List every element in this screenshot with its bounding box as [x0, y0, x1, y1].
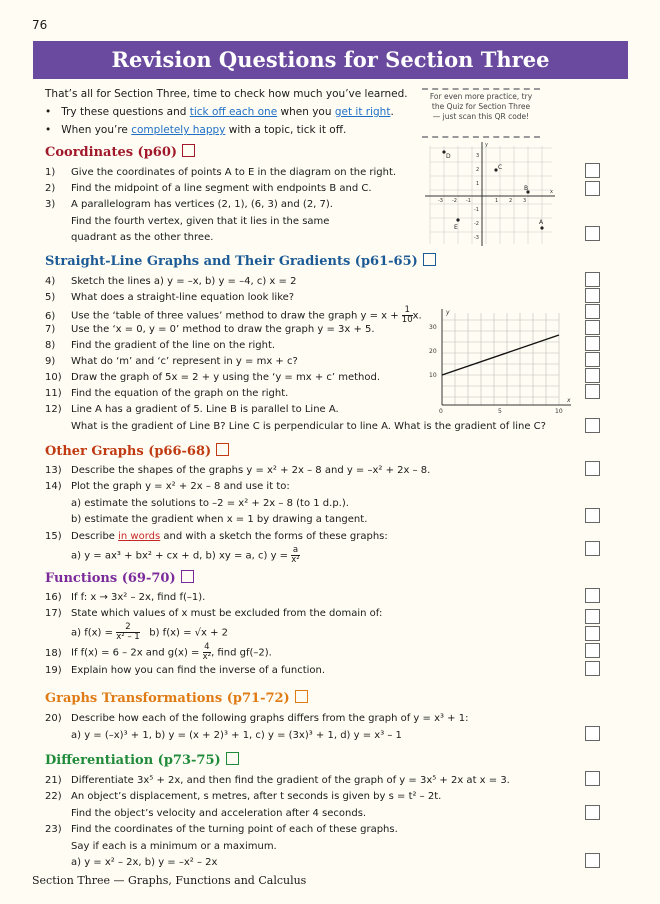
point-a — [540, 226, 543, 229]
point-label: D — [446, 153, 451, 160]
page-title: Revision Questions for Section Three — [33, 41, 628, 79]
tick-box-q13[interactable] — [585, 461, 600, 476]
tick-box-q17a[interactable] — [585, 609, 600, 624]
question-4: 4) Sketch the lines a) y = –x, b) y = –4, c) x = 2 — [45, 276, 297, 287]
point-label: C — [498, 164, 503, 171]
tick-box-q1[interactable] — [585, 163, 600, 178]
y-tick: 30 — [429, 324, 437, 331]
question-3: 3) A parallelogram has vertices (2, 1), (6, 3) and (2, 7). Find the fourth vertex, given that it lies in the same quadrant as the other three. — [45, 199, 333, 243]
question-15: 15) Describe in words and with a sketch the forms of these graphs: a) y = ax³ + bx² + cx + d, b) xy = a, c) y = $\frac{a}{\text{x²}}$ — [45, 531, 388, 565]
footer: Section Three — Graphs, Functions and Calculus — [32, 874, 307, 887]
x-axis-label: x — [550, 189, 553, 195]
intro — [45, 85, 408, 139]
point-label: E — [454, 224, 458, 231]
tick-box-q15[interactable] — [585, 541, 600, 556]
x-axis-label: x — [567, 397, 571, 404]
completely-happy-link[interactable]: completely happy — [131, 124, 226, 136]
tick-box-q5[interactable] — [585, 288, 600, 303]
question-5: 5) What does a straight-line equation look like? — [45, 292, 295, 303]
section-checkbox[interactable] — [216, 443, 229, 456]
tick-box-q8[interactable] — [585, 336, 600, 351]
x-tick: 2 — [509, 198, 513, 204]
question-19: 19) Explain how you can find the inverse of a function. — [45, 665, 326, 676]
tick-box-q9[interactable] — [585, 352, 600, 367]
tick-box-q6[interactable] — [585, 304, 600, 319]
question-11: 11) Find the equation of the graph on the right. — [45, 388, 289, 399]
point-e — [456, 218, 459, 221]
y-tick: -1 — [474, 207, 479, 213]
section-differentiation: Differentiation (p73-75) — [45, 752, 239, 768]
question-17: 17) State which values of x must be excluded from the domain of: a) f(x) = $\frac{2}{\text{x² – 1}}$ b) f(x) = √x + 2 — [45, 608, 383, 642]
tick-box-q10[interactable] — [585, 368, 600, 383]
question-22: 22) An object’s displacement, s metres, after t seconds is given by s = t² – 2t. Find the object’s velocity and acceleration after 4 seconds. — [45, 791, 442, 819]
y-tick: 3 — [476, 153, 480, 159]
y-axis-label: y — [446, 309, 450, 316]
tick-off-link[interactable]: tick off each one — [189, 106, 278, 118]
point-label: B — [524, 185, 529, 192]
y-tick: 20 — [429, 348, 437, 355]
tick-box-q20[interactable] — [585, 726, 600, 741]
x-tick: -2 — [452, 198, 457, 204]
point-label: A — [539, 219, 544, 226]
intro-bullet-1: • Try these questions and tick off each one when you get it right. — [45, 106, 394, 118]
tick-box-q19[interactable] — [585, 661, 600, 676]
y-tick: -2 — [474, 221, 479, 227]
tick-box-q11[interactable] — [585, 384, 600, 399]
tick-box-q7[interactable] — [585, 320, 600, 335]
qr-note[interactable]: For even more practice, try the Quiz for Section Three — just scan this QR code! — [422, 88, 540, 138]
question-20: 20) Describe how each of the following graphs differs from the graph of y = x³ + 1: a) y = (–x)³ + 1, b) y = (x + 2)³ + 1, c) y = (3x)³ + 1, d) y = x³ – 1 — [45, 713, 469, 741]
graph-line — [442, 335, 559, 375]
question-9: 9) What do ‘m’ and ‘c’ represent in y = mx + c? — [45, 356, 298, 367]
section-checkbox[interactable] — [295, 690, 308, 703]
question-21: 21) Differentiate 3x⁵ + 2x, and then find the gradient of the graph of y = 3x⁵ + 2x at x = 3. — [45, 775, 510, 786]
y-tick: 1 — [476, 181, 480, 187]
line-graph — [425, 305, 575, 415]
question-6: 6) Use the ‘table of three values’ method to draw the graph y = x + $\frac{1}{10}$ x. — [45, 305, 422, 325]
page-number: 76 — [32, 18, 48, 32]
section-checkbox[interactable] — [226, 752, 239, 765]
tick-box-q17b[interactable] — [585, 626, 600, 641]
section-coordinates: Coordinates (p60) — [45, 144, 195, 160]
tick-box-q3[interactable] — [585, 226, 600, 241]
section-other-graphs: Other Graphs (p66-68) — [45, 443, 229, 459]
y-tick: -3 — [474, 235, 479, 241]
tick-box-q4[interactable] — [585, 272, 600, 287]
coordinate-grid — [420, 140, 560, 250]
tick-box-q21[interactable] — [585, 771, 600, 786]
x-tick: -1 — [466, 198, 471, 204]
tick-box-q22[interactable] — [585, 805, 600, 820]
x-tick: 1 — [495, 198, 499, 204]
tick-box-q18[interactable] — [585, 643, 600, 658]
x-tick: 10 — [555, 408, 563, 415]
in-words-link[interactable]: in words — [118, 531, 161, 542]
question-7: 7) Use the ‘x = 0, y = 0’ method to draw the graph y = 3x + 5. — [45, 324, 375, 335]
question-18: 18) If f(x) = 6 – 2x and g(x) = $\frac{4}{\text{x²}}$ , find gf(–2). — [45, 642, 272, 662]
question-16: 16) If f: x → 3x² – 2x, find f(–1). — [45, 592, 206, 603]
section-checkbox[interactable] — [181, 570, 194, 583]
y-axis-label: y — [485, 142, 488, 148]
section-checkbox[interactable] — [182, 144, 195, 157]
intro-bullet-2: • When you’re completely happy with a topic, tick it off. — [45, 124, 347, 136]
section-functions: Functions (69-70) — [45, 570, 194, 586]
question-2: 2) Find the midpoint of a line segment with endpoints B and C. — [45, 183, 372, 194]
section-transformations: Graphs Transformations (p71-72) — [45, 690, 308, 706]
x-tick: -3 — [438, 198, 443, 204]
tick-box-q16[interactable] — [585, 588, 600, 603]
x-tick: 5 — [498, 408, 502, 415]
question-12: 12) Line A has a gradient of 5. Line B is parallel to Line A. What is the gradient of Line B? Line C is perpendicular to line A. What is the gradient of line C? — [45, 404, 546, 432]
y-tick: 10 — [429, 372, 437, 379]
question-14: 14) Plot the graph y = x² + 2x – 8 and use it to: a) estimate the solutions to –2 = x² + 2x – 8 (to 1 d.p.). b) estimate the gradient when x = 1 by drawing a tangent. — [45, 481, 368, 525]
question-1: 1) Give the coordinates of points A to E in the diagram on the right. — [45, 167, 397, 178]
tick-box-q14[interactable] — [585, 508, 600, 523]
question-13: 13) Describe the shapes of the graphs y = x² + 2x – 8 and y = –x² + 2x – 8. — [45, 465, 431, 476]
question-23: 23) Find the coordinates of the turning point of each of these graphs. Say if each is a minimum or a maximum. a) y = x² – 2x, b) y = –x² – 2x — [45, 824, 398, 868]
intro-line: That’s all for Section Three, time to check how much you’ve learned. — [45, 88, 408, 100]
get-it-right-link[interactable]: get it right — [334, 106, 391, 118]
y-tick: 2 — [476, 167, 480, 173]
section-checkbox[interactable] — [423, 253, 436, 266]
x-tick: 0 — [439, 408, 443, 415]
section-straight-line: Straight-Line Graphs and Their Gradients (p61-65) — [45, 253, 436, 269]
tick-box-q12[interactable] — [585, 418, 600, 433]
tick-box-q23[interactable] — [585, 853, 600, 868]
question-8: 8) Find the gradient of the line on the right. — [45, 340, 276, 351]
tick-box-q2[interactable] — [585, 181, 600, 196]
x-tick: 3 — [523, 198, 527, 204]
question-10: 10) Draw the graph of 5x = 2 + y using the ‘y = mx + c’ method. — [45, 372, 381, 383]
